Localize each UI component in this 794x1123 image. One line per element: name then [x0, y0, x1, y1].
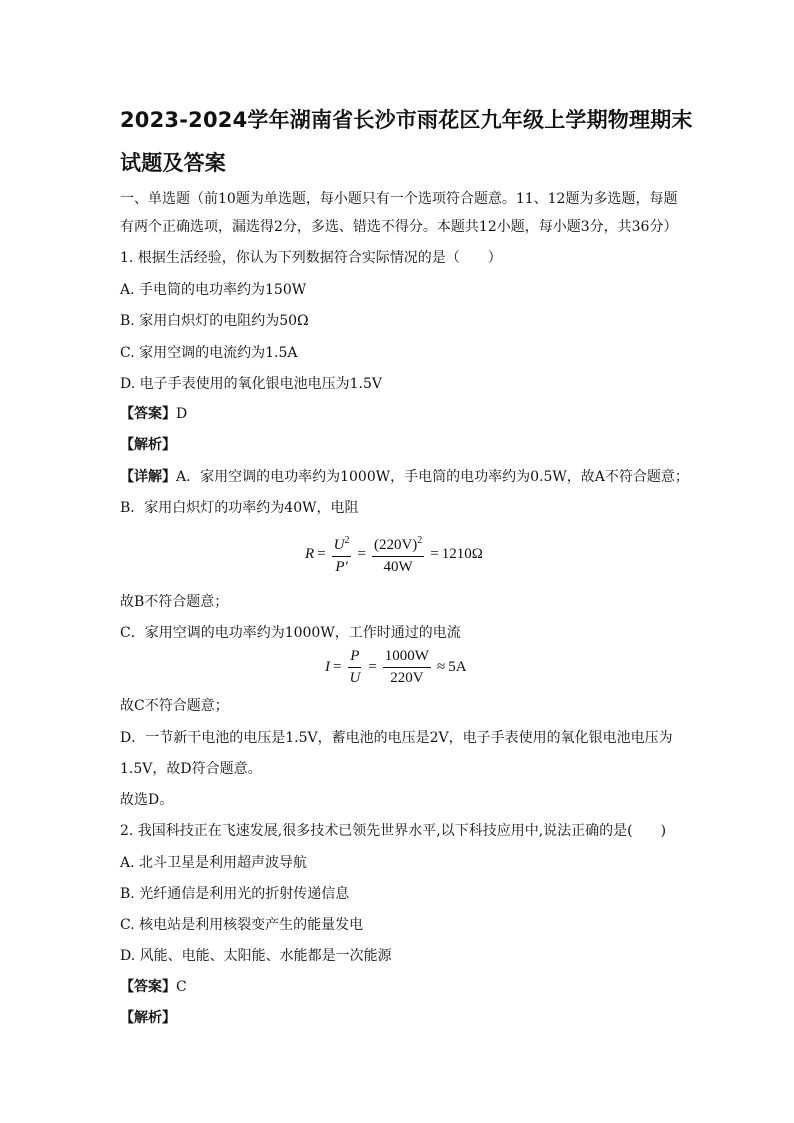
question-2-analysis-label: 【解析】: [120, 1010, 176, 1026]
question-2-option-a: A. 北斗卫星是利用超声波导航: [120, 855, 308, 871]
question-1-option-b: B. 家用白炽灯的电阻约为50Ω: [120, 313, 309, 329]
formula-2-lhs: I: [325, 659, 330, 675]
answer-label: 【答案】: [120, 979, 176, 995]
formula-1-lhs: R: [305, 545, 315, 562]
page-title-line1: 2023-2024学年湖南省长沙市雨花区九年级上学期物理期末: [120, 108, 693, 132]
question-1-detail-a: [120, 468, 689, 486]
question-2-option-b: B. 光纤通信是利用光的折射传递信息: [120, 886, 350, 902]
detail-label: 【详解】: [120, 469, 176, 485]
answer-value: D: [176, 406, 188, 422]
question-1-final: 故选D。: [120, 792, 174, 808]
formula-1-u: U: [333, 537, 345, 553]
question-1-detail-b: B．家用白炽灯的功率约为40W，电阻: [120, 500, 359, 516]
question-2-answer: [120, 978, 187, 996]
detail-a-text: A．家用空调的电功率约为1000W，手电筒的电功率约为0.5W，故A不符合题意；: [176, 469, 689, 485]
question-1-b-conclusion: 故B不符合题意；: [120, 594, 229, 610]
formula-2-result: 5A: [448, 659, 467, 675]
question-1-c-conclusion: 故C不符合题意；: [120, 698, 229, 714]
page-title-line2: 试题及答案: [120, 151, 226, 175]
question-1-detail-d-line2: 1.5V，故D符合题意。: [120, 761, 262, 777]
section-header-line2: 有两个正确选项，漏选得2分，多选、错选不得分。本题共12小题，每小题3分，共36分）: [120, 219, 678, 235]
formula-1-u-exp: 2: [344, 535, 350, 546]
question-1-option-d: D. 电子手表使用的氧化银电池电压为1.5V: [120, 376, 383, 392]
answer-value: C: [176, 979, 187, 995]
question-1-detail-d-line1: D．一节新干电池的电压是1.5V，蓄电池的电压是2V，电子手表使用的氧化银电池电压为: [120, 730, 673, 746]
formula-current: I = $\frac{P}{U}$ = $\frac{1000W}{220V}$ ≈ 5A: [325, 648, 467, 686]
question-2-option-c: C. 核电站是利用核裂变产生的能量发电: [120, 917, 364, 933]
formula-2-num: 1000W: [383, 648, 431, 668]
formula-resistance: R = $\frac{U^2}{P'}$ = $\frac{(220V)^2}{40W}$ = 1210Ω: [305, 532, 483, 576]
formula-2-den: 220V: [390, 670, 424, 686]
question-2-option-d: D. 风能、电能、太阳能、水能都是一次能源: [120, 948, 392, 964]
formula-1-num: (220V): [373, 537, 418, 553]
formula-1-p: P′: [335, 559, 348, 575]
formula-1-result: 1210Ω: [441, 545, 483, 562]
formula-1-den: 40W: [383, 559, 413, 575]
question-2-stem: 2. 我国科技正在飞速发展,很多技术已领先世界水平,以下科技应用中,说法正确的是( ): [120, 823, 667, 839]
question-1-answer: [120, 405, 187, 423]
question-1-stem: 1. 根据生活经验，你认为下列数据符合实际情况的是（ ）: [120, 250, 502, 266]
formula-2-u: U: [349, 670, 361, 686]
section-header-line1: 一、单选题（前10题为单选题，每小题只有一个选项符合题意。11、12题为多选题，每题: [120, 191, 678, 207]
question-1-analysis-label: 【解析】: [120, 437, 176, 453]
question-1-option-c: C. 家用空调的电流约为1.5A: [120, 345, 298, 361]
formula-1-num-exp: 2: [417, 535, 423, 546]
formula-2-p: P: [350, 648, 360, 664]
answer-label: 【答案】: [120, 406, 176, 422]
question-1-option-a: A. 手电筒的电功率约为150W: [120, 282, 307, 298]
question-1-detail-c: C．家用空调的电功率约为1000W，工作时通过的电流: [120, 625, 461, 641]
